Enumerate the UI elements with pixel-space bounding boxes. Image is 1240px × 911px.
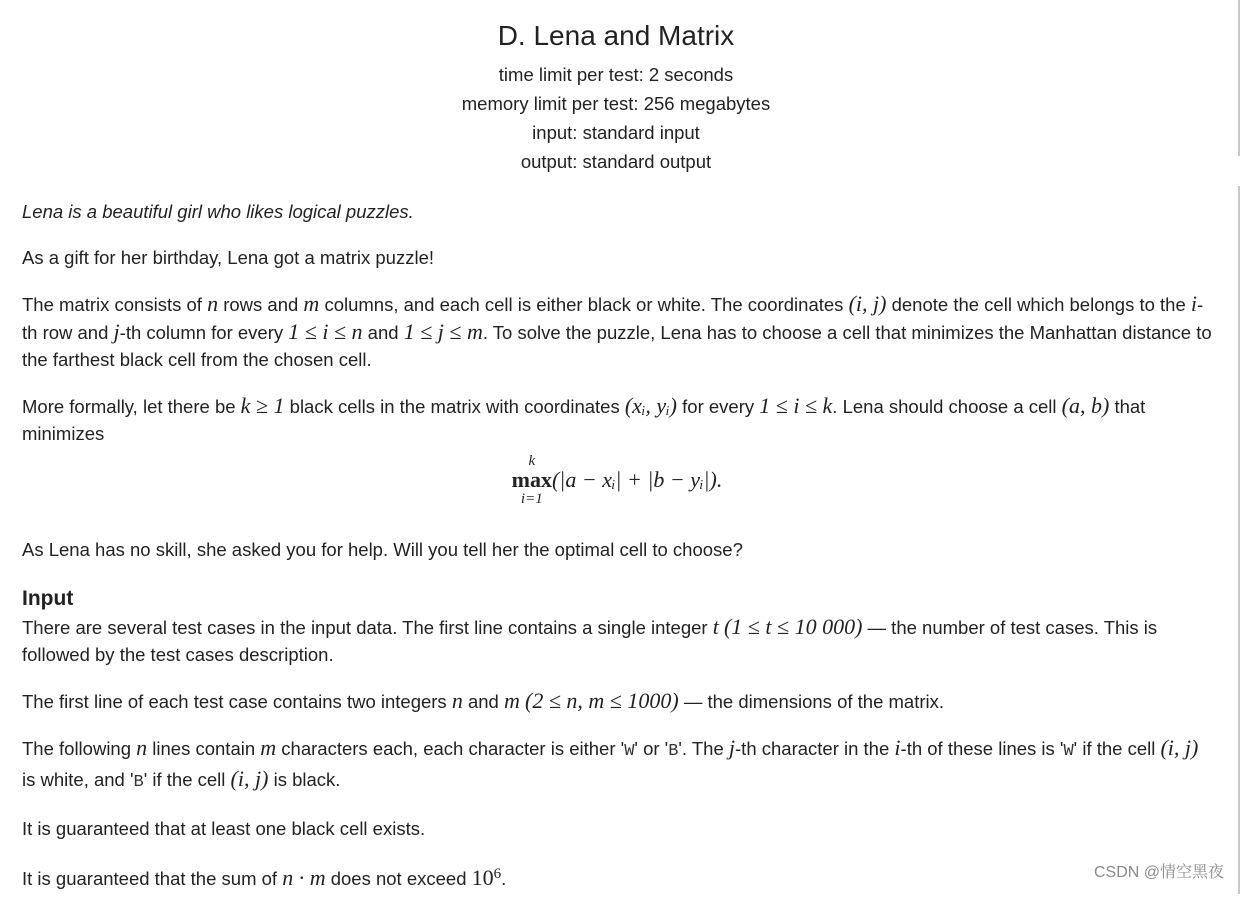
text: that minimizes (22, 396, 1146, 444)
math-j: j (113, 319, 120, 344)
problem-title: D. Lena and Matrix (497, 20, 735, 51)
math-n: n (136, 735, 148, 760)
text: . To solve the puzzle, Lena has to choose a cell that minimizes the Manhattan distance to the farthest black cell from the chosen cell. (22, 322, 1212, 370)
max-operator (511, 453, 552, 507)
text: — the dimensions of the matrix. (678, 691, 944, 712)
math-ab: (a, b) (1061, 393, 1110, 418)
math-i: i (894, 735, 901, 760)
math-m: m (303, 291, 320, 316)
input-paragraph-2 (22, 687, 1212, 715)
math-ij: (i, j) (230, 766, 269, 791)
math-xy: (xᵢ, yᵢ) (624, 393, 678, 418)
text: ' or ' (634, 738, 669, 759)
math-j: j (728, 735, 736, 760)
text: The matrix consists of (22, 294, 208, 315)
text: for every (677, 396, 760, 417)
text: . Lena should choose a cell (832, 396, 1062, 417)
math-t-range: (1 ≤ t ≤ 10 000) (723, 614, 863, 639)
code-W: W (1063, 742, 1074, 761)
text: lines contain (147, 738, 261, 759)
input-paragraph-5 (22, 861, 1212, 892)
text: does not exceed (325, 868, 472, 890)
max-upper-bound: k (528, 453, 536, 469)
formula-max (22, 453, 1212, 522)
statement-paragraph-1: As a gift for her birthday, Lena got a matrix puzzle! (22, 247, 435, 268)
text: -th row and (22, 294, 1204, 343)
output-file: output: standard output (520, 151, 712, 172)
text: and (362, 322, 404, 343)
math-n: n (451, 688, 463, 713)
max-label: max (511, 467, 552, 492)
statement-paragraph-2 (22, 290, 1212, 373)
text: . (501, 868, 507, 890)
text: -th character in the (735, 738, 895, 759)
math-range-k: 1 ≤ i ≤ k (759, 393, 833, 418)
max-lower-bound: i=1 (520, 491, 543, 507)
input-file: input: standard input (532, 122, 700, 143)
text: The first line of each test case contains two integers (22, 691, 452, 712)
statement-paragraph-3 (22, 392, 1212, 447)
math-power-base: 10 (471, 865, 494, 891)
math-range-j: 1 ≤ j ≤ m (403, 319, 483, 344)
input-paragraph-3 (22, 734, 1212, 796)
input-section-title: Input (22, 587, 74, 610)
math-t: t (712, 614, 719, 639)
text: The following (22, 738, 137, 759)
text: More formally, let there be (22, 396, 241, 417)
math-power-exp: 6 (493, 866, 502, 882)
text: There are several test cases in the input data. The first line contains a single integer (22, 617, 713, 638)
text: It is guaranteed that the sum of (22, 868, 283, 890)
math-n: n (207, 291, 219, 316)
watermark: CSDN @情空黑夜 (1093, 864, 1224, 881)
text: -th column for every (119, 322, 289, 343)
text: — the number of test cases. This is followed by the test cases description. (22, 617, 1158, 665)
text: ' if the cell (1073, 738, 1161, 759)
code-W: W (624, 742, 635, 761)
text: characters each, each character is either ' (276, 738, 625, 759)
text: -th of these lines is ' (900, 738, 1064, 759)
code-B: B (668, 742, 679, 761)
math-k: k ≥ 1 (240, 393, 285, 418)
formula-expression: (|a − xᵢ| + |b − yᵢ|). (551, 467, 723, 492)
legend: Lena is a beautiful girl who likes logical puzzles. (22, 201, 414, 222)
text: rows and (218, 294, 304, 315)
math-i: i (1190, 291, 1198, 316)
problem-header (0, 16, 1232, 176)
math-m: m (503, 688, 520, 713)
math-n-times-m: n · m (282, 865, 326, 891)
math-ij: (i, j) (848, 291, 887, 316)
math-ij: (i, j) (1160, 735, 1199, 760)
text: '. The (678, 738, 729, 759)
math-nm-range: (2 ≤ n, m ≤ 1000) (525, 688, 679, 713)
math-range-i: 1 ≤ i ≤ n (288, 319, 363, 344)
statement-paragraph-4: As Lena has no skill, she asked you for help. Will you tell her the optimal cell to choose? (22, 539, 743, 560)
text: black cells in the matrix with coordinates (284, 396, 625, 417)
math-m: m (260, 735, 277, 760)
text: and (462, 691, 504, 712)
time-limit: time limit per test: 2 seconds (498, 64, 734, 85)
text: columns, and each cell is either black or white. The coordinates (319, 294, 849, 315)
text: is black. (268, 769, 341, 790)
code-B: B (133, 773, 144, 792)
input-paragraph-4: It is guaranteed that at least one black cell exists. (22, 818, 426, 839)
text: ' if the cell (143, 769, 231, 790)
input-paragraph-1 (22, 613, 1212, 668)
memory-limit: memory limit per test: 256 megabytes (461, 93, 771, 114)
text: denote the cell which belongs to the (886, 294, 1191, 315)
text: is white, and ' (22, 769, 134, 790)
problem-statement (22, 198, 1212, 911)
